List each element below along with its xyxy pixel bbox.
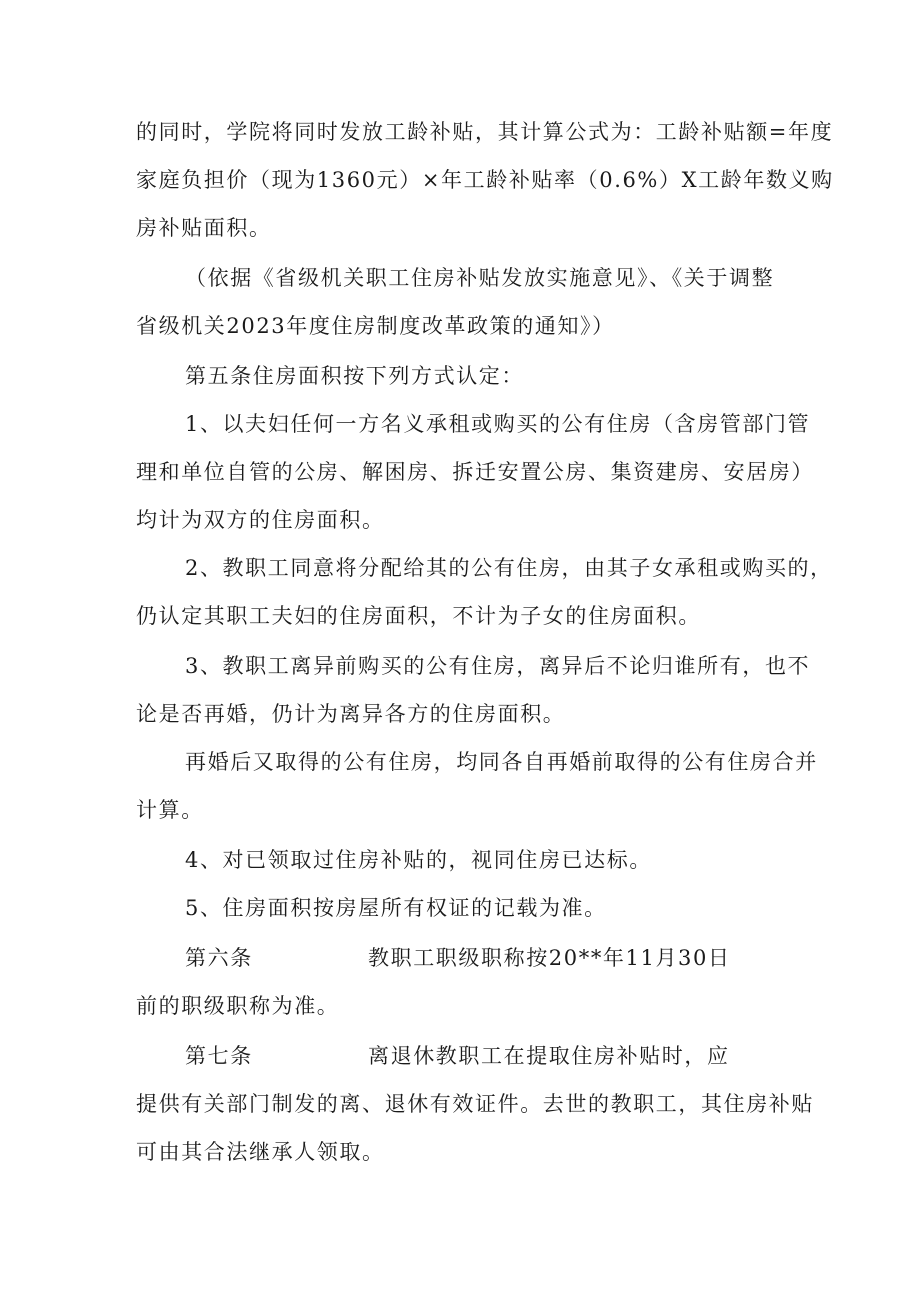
- text-line: 家庭负担价（现为1360元）×年工龄补贴率（0.6%）X工龄年数义购: [136, 168, 834, 192]
- article-7-continuation: 提供有关部门制发的离、退休有效证件。去世的教职工，其住房补贴: [136, 1092, 814, 1116]
- text-line: 再婚后又取得的公有住房，均同各自再婚前取得的公有住房合并: [185, 750, 818, 774]
- text-line: 论是否再婚，仍计为离异各方的住房面积。: [136, 702, 566, 726]
- text-line: 计算。: [136, 798, 204, 822]
- article-7-continuation: 可由其合法继承人领取。: [136, 1140, 385, 1164]
- text-line: 均计为双方的住房面积。: [136, 508, 385, 532]
- article-6-text: 教职工职级职称按20**年11月30日: [368, 946, 731, 970]
- article-7-text: 离退休教职工在提取住房补贴时，应: [368, 1044, 730, 1068]
- text-line: 省级机关2023年度住房制度改革政策的通知》）: [136, 314, 615, 338]
- article-6-continuation: 前的职级职称为准。: [136, 994, 340, 1018]
- text-line: 4、对已领取过住房补贴的，视同住房已达标。: [185, 848, 652, 872]
- text-line: 房补贴面积。: [136, 216, 272, 240]
- text-line: 仍认定其职工夫妇的住房面积，不计为子女的住房面积。: [136, 604, 701, 628]
- text-line: （依据《省级机关职工住房补贴发放实施意见》、《关于调整: [185, 266, 775, 290]
- text-line: 理和单位自管的公房、解困房、拆迁安置公房、集资建房、安居房）: [136, 460, 814, 484]
- text-line: 1、以夫妇任何一方名义承租或购买的公有住房（含房管部门管: [185, 412, 811, 436]
- article-7-label: 第七条: [185, 1044, 253, 1068]
- article-6-label: 第六条: [185, 946, 253, 970]
- article-5-heading: 第五条住房面积按下列方式认定：: [185, 364, 524, 388]
- text-line: 5、住房面积按房屋所有权证的记载为准。: [185, 896, 607, 920]
- text-line: 3、教职工离异前购买的公有住房，离异后不论归谁所有，也不: [185, 654, 811, 678]
- text-line: 的同时，学院将同时发放工龄补贴，其计算公式为：工龄补贴额=年度: [136, 120, 834, 144]
- text-line: 2、教职工同意将分配给其的公有住房，由其子女承租或购买的，: [185, 556, 833, 580]
